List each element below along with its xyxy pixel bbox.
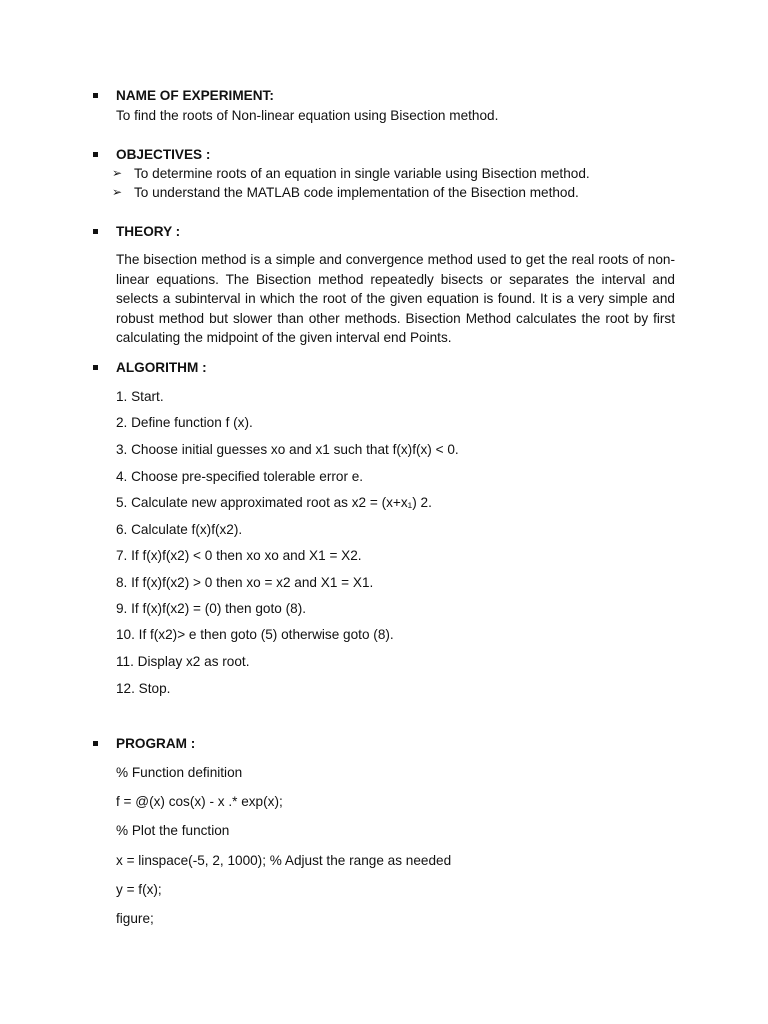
algorithm-step: 9. If f(x)f(x2) = (0) then goto (8). <box>116 601 307 616</box>
algorithm-step: 12. Stop. <box>116 681 171 696</box>
section-bullet <box>93 229 98 234</box>
algorithm-step: 8. If f(x)f(x2) > 0 then xo = x2 and X1 = X1. <box>116 575 374 590</box>
objective-item: To determine roots of an equation in single variable using Bisection method. <box>134 166 590 181</box>
program-line: x = linspace(-5, 2, 1000); % Adjust the range as needed <box>116 853 452 868</box>
algorithm-heading: ALGORITHM : <box>116 360 207 375</box>
experiment-heading: NAME OF EXPERIMENT: <box>116 88 274 103</box>
algorithm-step: 4. Choose pre-specified tolerable error e. <box>116 469 364 484</box>
section-bullet <box>93 93 98 98</box>
section-bullet <box>93 741 98 746</box>
algorithm-step: 3. Choose initial guesses xo and x1 such that f(x)f(x) < 0. <box>116 442 459 457</box>
theory-paragraph: The bisection method is a simple and convergence method used to get the real roots of non-linear equations. The Bisection method repeatedly bisects or separates the interval and selects a subinterval in which the root of the given equation is found. It is a very simple and robust method but slower than other methods. Bisection Method calculates the root by first calculating the midpoint of the given interval end Points. <box>116 252 675 346</box>
section-bullet <box>93 152 98 157</box>
algorithm-step: 2. Define function f (x). <box>116 415 253 430</box>
program-heading: PROGRAM : <box>116 736 196 751</box>
arrow-bullet-icon: ➢ <box>112 166 123 180</box>
algorithm-step: 11. Display x2 as root. <box>116 654 250 669</box>
program-line: y = f(x); <box>116 882 162 897</box>
algorithm-step: 10. If f(x2)> e then goto (5) otherwise goto (8). <box>116 627 394 642</box>
experiment-text: To find the roots of Non-linear equation using Bisection method. <box>116 108 499 123</box>
algorithm-step: 7. If f(x)f(x2) < 0 then xo xo and X1 = X2. <box>116 548 362 563</box>
program-line: % Function definition <box>116 765 243 780</box>
algorithm-step: 1. Start. <box>116 389 164 404</box>
program-line: figure; <box>116 911 154 926</box>
theory-heading: THEORY : <box>116 224 181 239</box>
program-line: % Plot the function <box>116 823 230 838</box>
section-bullet <box>93 365 98 370</box>
algorithm-step: 5. Calculate new approximated root as x2 = (x+x₁) 2. <box>116 495 432 510</box>
objectives-heading: OBJECTIVES : <box>116 147 211 162</box>
algorithm-step: 6. Calculate f(x)f(x2). <box>116 522 243 537</box>
objective-item: To understand the MATLAB code implementation of the Bisection method. <box>134 185 579 200</box>
program-line: f = @(x) cos(x) - x .* exp(x); <box>116 794 283 809</box>
arrow-bullet-icon: ➢ <box>112 185 123 199</box>
